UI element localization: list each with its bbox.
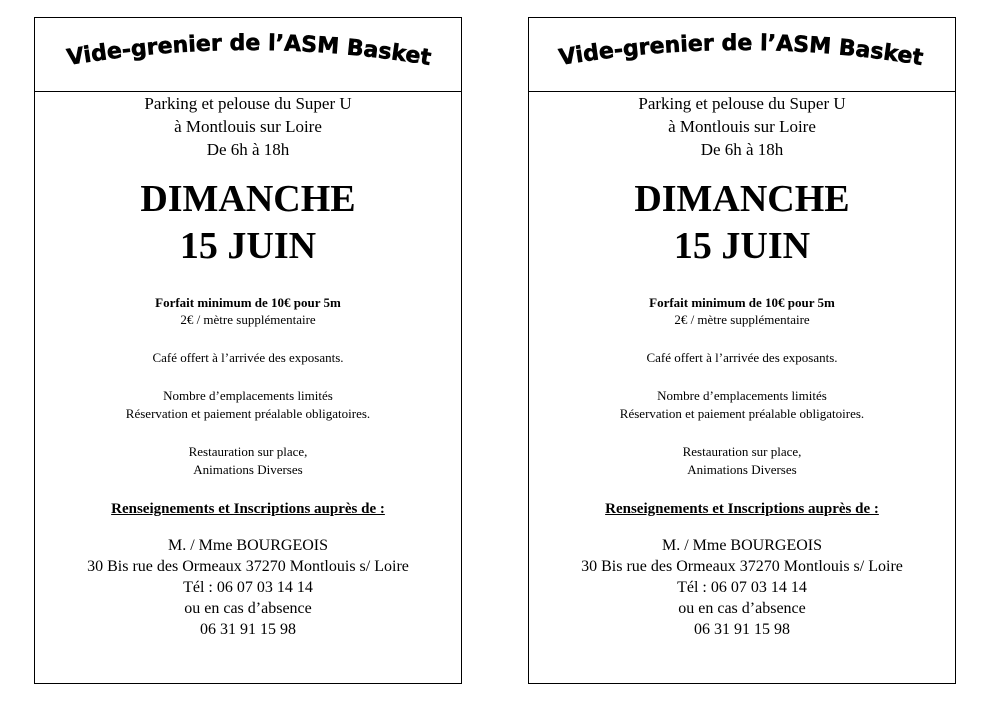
- hours: De 6h à 18h: [700, 140, 784, 159]
- title-wordart: [35, 18, 461, 91]
- date-block: [529, 176, 955, 270]
- info-heading: Renseignements et Inscriptions auprès de :: [605, 501, 879, 517]
- price-extra: 2€ / mètre supplémentaire: [180, 312, 316, 327]
- spots-line-1: Nombre d’emplacements limités: [657, 388, 827, 403]
- flyer-title: Vide-grenier de l’ASM Basket: [557, 30, 925, 72]
- event-date: 15 JUIN: [673, 225, 811, 267]
- contact-name: M. / Mme BOURGEOIS: [167, 537, 328, 554]
- spots-line-1: Nombre d’emplacements limités: [163, 388, 333, 403]
- location-block: [35, 92, 461, 161]
- flyer-body: [35, 92, 461, 640]
- contact-phone-2: 06 31 91 15 98: [694, 621, 790, 638]
- flyer-body: [529, 92, 955, 640]
- food-line-2: Animations Diverses: [193, 462, 303, 477]
- food-line-1: Restauration sur place,: [682, 444, 802, 459]
- location-line-2: à Montlouis sur Loire: [174, 117, 322, 136]
- flyer-right: [528, 17, 956, 684]
- contact-alt: ou en cas d’absence: [184, 600, 312, 617]
- event-date: 15 JUIN: [179, 225, 317, 267]
- price-extra: 2€ / mètre supplémentaire: [674, 312, 810, 327]
- location-line-1: Parking et pelouse du Super U: [638, 94, 846, 113]
- spots-block: [35, 387, 461, 423]
- contact-block: [529, 535, 955, 640]
- title-wordart: [529, 18, 955, 91]
- spots-line-2: Réservation et paiement préalable obligatoires.: [125, 406, 371, 421]
- flyer-header: [35, 18, 461, 92]
- contact-address: 30 Bis rue des Ormeaux 37270 Montlouis s/ Loire: [581, 558, 903, 575]
- price-main: Forfait minimum de 10€ pour 5m: [155, 295, 341, 310]
- spots-line-2: Réservation et paiement préalable obligatoires.: [619, 406, 865, 421]
- price-main: Forfait minimum de 10€ pour 5m: [649, 295, 835, 310]
- contact-phone: Tél : 06 07 03 14 14: [183, 579, 313, 596]
- event-day: DIMANCHE: [634, 178, 850, 220]
- info-heading: Renseignements et Inscriptions auprès de :: [111, 501, 385, 517]
- contact-alt: ou en cas d’absence: [678, 600, 806, 617]
- flyer-left: [34, 17, 462, 684]
- event-day: DIMANCHE: [140, 178, 356, 220]
- contact-name: M. / Mme BOURGEOIS: [661, 537, 822, 554]
- food-block: [529, 443, 955, 479]
- location-block: [529, 92, 955, 161]
- contact-phone-2: 06 31 91 15 98: [200, 621, 296, 638]
- flyer-header: [529, 18, 955, 92]
- location-line-2: à Montlouis sur Loire: [668, 117, 816, 136]
- food-line-1: Restauration sur place,: [188, 444, 308, 459]
- contact-phone: Tél : 06 07 03 14 14: [677, 579, 807, 596]
- location-line-1: Parking et pelouse du Super U: [144, 94, 352, 113]
- food-line-2: Animations Diverses: [687, 462, 797, 477]
- flyer-title: Vide-grenier de l’ASM Basket: [65, 30, 433, 72]
- hours: De 6h à 18h: [206, 140, 290, 159]
- contact-address: 30 Bis rue des Ormeaux 37270 Montlouis s/ Loire: [87, 558, 409, 575]
- date-block: [35, 176, 461, 270]
- food-block: [35, 443, 461, 479]
- contact-block: [35, 535, 461, 640]
- coffee-note: Café offert à l’arrivée des exposants.: [646, 350, 838, 365]
- spots-block: [529, 387, 955, 423]
- coffee-note: Café offert à l’arrivée des exposants.: [152, 350, 344, 365]
